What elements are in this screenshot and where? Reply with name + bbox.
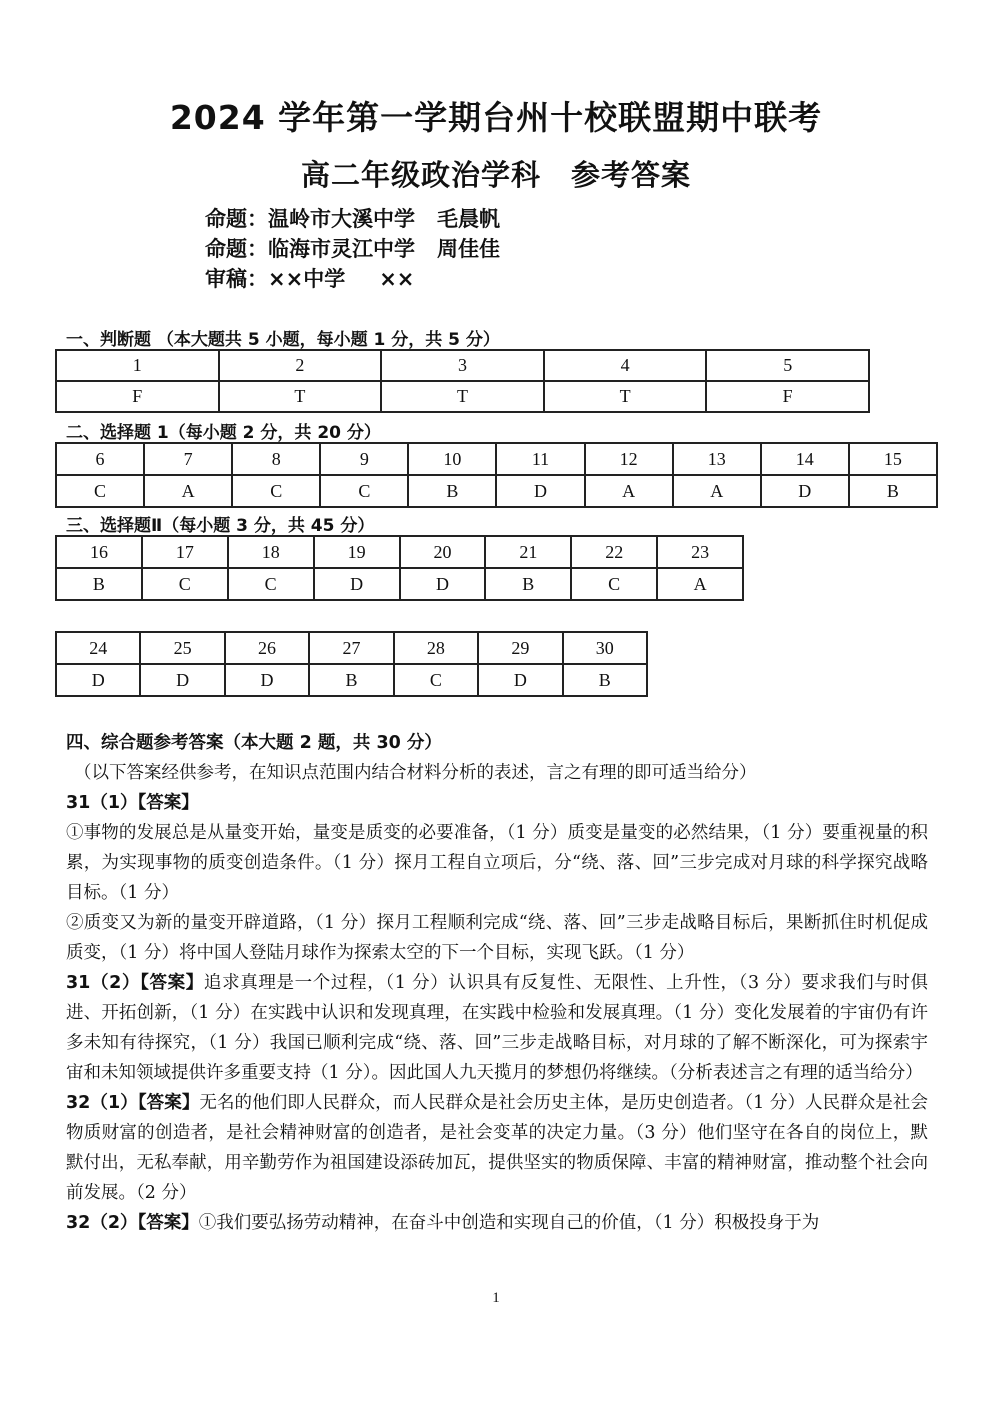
- table-row-answers: [56, 381, 869, 412]
- answer-cell: D: [56, 664, 140, 696]
- author-role: 审稿：: [205, 267, 268, 291]
- question-number: 5: [706, 350, 869, 381]
- answer-cell: B: [408, 475, 496, 507]
- section3-heading: 三、选择题Ⅱ（每小题 3 分，共 45 分）: [66, 516, 375, 536]
- answer-cell: D: [225, 664, 309, 696]
- subtitle-subject: 高二年级政治学科: [300, 158, 541, 192]
- question-number: 4: [544, 350, 707, 381]
- answer-cell: A: [585, 475, 673, 507]
- section1-answer-table: [55, 349, 870, 413]
- q32-1-answer: [66, 1088, 928, 1208]
- q32-1-text: 无名的他们即人民群众，而人民群众是社会历史主体，是历史创造者。（1 分）人民群众是社会物质财富的创造者，是社会精神财富的创造者，是社会变革的决定力量。（3 分）他们坚守在各自的岗位上，默默付出，无私奉献，用辛勤劳作为祖国建设添砖加瓦，提供坚实的物质保障、丰富的精神财富，推动整个社会向前发展。（2 分）: [66, 1093, 929, 1203]
- answer-cell: D: [761, 475, 849, 507]
- author-school: 临海市灵江中学: [268, 237, 415, 261]
- question-number: 27: [309, 632, 393, 664]
- table-row-numbers: [56, 632, 647, 664]
- answer-cell: B: [309, 664, 393, 696]
- answer-cell: T: [381, 381, 544, 412]
- answer-cell: C: [56, 475, 144, 507]
- q31-1-point1: ①事物的发展总是从量变开始，量变是质变的必要准备，（1 分）质变是量变的必然结果，（1 分）要重视量的积累，为实现事物的质变创造条件。（1 分）探月工程自立项后，分“绕、落、回”三步完成对月球的科学探究战略目标。（1 分）: [66, 823, 928, 903]
- author-line: [205, 233, 500, 263]
- answer-cell: D: [140, 664, 224, 696]
- answer-cell: C: [394, 664, 478, 696]
- question-number: 26: [225, 632, 309, 664]
- section1-heading: 一、判断题 （本大题共 5 小题，每小题 1 分，共 5 分）: [66, 330, 500, 350]
- page-number: 1: [492, 1290, 500, 1306]
- section3-answer-table-b: [55, 631, 648, 697]
- section4-note: （以下答案经供参考，在知识点范围内结合材料分析的表述，言之有理的即可适当给分）: [74, 763, 757, 783]
- section3-answer-table-a: [55, 535, 744, 601]
- q31-2-label: 31（2）【答案】: [66, 973, 204, 993]
- question-number: 1: [56, 350, 219, 381]
- question-number: 7: [144, 443, 232, 475]
- question-number: 17: [142, 536, 228, 568]
- q32-2-label: 32（2）【答案】: [66, 1213, 199, 1233]
- answer-cell: T: [219, 381, 382, 412]
- q32-1-label: 32（1）【答案】: [66, 1093, 200, 1113]
- question-number: 13: [673, 443, 761, 475]
- question-number: 12: [585, 443, 673, 475]
- answer-cell: T: [544, 381, 707, 412]
- section2-answer-table: [55, 442, 938, 508]
- answer-cell: F: [706, 381, 869, 412]
- answer-cell: D: [400, 568, 486, 600]
- q32-2-answer: [66, 1208, 928, 1238]
- question-number: 15: [849, 443, 937, 475]
- answer-cell: D: [496, 475, 584, 507]
- question-number: 9: [320, 443, 408, 475]
- question-number: 25: [140, 632, 224, 664]
- table-row-numbers: [56, 536, 743, 568]
- question-number: 29: [478, 632, 562, 664]
- answer-cell: B: [849, 475, 937, 507]
- author-role: 命题：: [205, 207, 268, 231]
- subtitle-answer-key: 参考答案: [571, 158, 692, 192]
- answer-cell: C: [142, 568, 228, 600]
- question-number: 6: [56, 443, 144, 475]
- question-number: 20: [400, 536, 486, 568]
- question-number: 28: [394, 632, 478, 664]
- table-row-answers: [56, 475, 937, 507]
- author-role: 命题：: [205, 237, 268, 261]
- question-number: 30: [563, 632, 647, 664]
- question-number: 22: [571, 536, 657, 568]
- section2-heading: 二、选择题 1（每小题 2 分，共 20 分）: [66, 423, 381, 443]
- question-number: 11: [496, 443, 584, 475]
- q31-1-label: 31（1）【答案】: [66, 793, 199, 813]
- question-number: 3: [381, 350, 544, 381]
- section4-body: [66, 728, 928, 1238]
- question-number: 16: [56, 536, 142, 568]
- table-row-numbers: [56, 443, 937, 475]
- table-row-answers: [56, 568, 743, 600]
- question-number: 14: [761, 443, 849, 475]
- section4-heading: 四、综合题参考答案（本大题 2 题，共 30 分）: [66, 733, 442, 753]
- q31-2-answer: [66, 968, 928, 1088]
- question-number: 2: [219, 350, 382, 381]
- answer-cell: C: [571, 568, 657, 600]
- question-number: 19: [314, 536, 400, 568]
- q31-2-text: 追求真理是一个过程，（1 分）认识具有反复性、无限性、上升性，（3 分）要求我们与时俱进、开拓创新，（1 分）在实践中认识和发现真理，在实践中检验和发展真理。（1 分）变化发展着的宇宙仍有许多未知有待探究，（1 分）我国已顺利完成“绕、落、回”三步走战略目标，对月球的了解不断深化，可为探索宇宙和未知领域提供许多重要支持（1 分）。因此国人九天揽月的梦想仍将继续。（分析表述言之有理的适当给分）: [66, 973, 929, 1083]
- author-school: ××中学: [268, 267, 346, 291]
- answer-cell: A: [657, 568, 743, 600]
- author-school: 温岭市大溪中学: [268, 207, 415, 231]
- question-number: 10: [408, 443, 496, 475]
- author-name: 周佳佳: [437, 237, 500, 261]
- answer-cell: A: [673, 475, 761, 507]
- answer-cell: B: [485, 568, 571, 600]
- document-subtitle: [0, 153, 992, 194]
- q32-2-text: ①我们要弘扬劳动精神，在奋斗中创造和实现自己的价值，（1 分）积极投身于为: [198, 1213, 820, 1233]
- question-number: 8: [232, 443, 320, 475]
- answer-cell: B: [563, 664, 647, 696]
- reviewer-line: [205, 263, 414, 293]
- question-number: 18: [228, 536, 314, 568]
- q31-1-point2: ②质变又为新的量变开辟道路，（1 分）探月工程顺利完成“绕、落、回”三步走战略目标后，果断抓住时机促成质变，（1 分）将中国人登陆月球作为探索太空的下一个目标，实现飞跃。（1 分）: [66, 913, 928, 963]
- author-name: 毛晨帆: [437, 207, 500, 231]
- question-number: 23: [657, 536, 743, 568]
- answer-cell: A: [144, 475, 232, 507]
- question-number: 24: [56, 632, 140, 664]
- table-row-answers: [56, 664, 647, 696]
- table-row-numbers: [56, 350, 869, 381]
- answer-cell: D: [478, 664, 562, 696]
- author-name: ××: [379, 267, 415, 291]
- author-line: [205, 203, 500, 233]
- answer-cell: C: [228, 568, 314, 600]
- answer-cell: D: [314, 568, 400, 600]
- document-title: 2024 学年第一学期台州十校联盟期中联考: [169, 98, 823, 137]
- question-number: 21: [485, 536, 571, 568]
- answer-cell: B: [56, 568, 142, 600]
- answer-cell: C: [232, 475, 320, 507]
- answer-cell: F: [56, 381, 219, 412]
- answer-cell: C: [320, 475, 408, 507]
